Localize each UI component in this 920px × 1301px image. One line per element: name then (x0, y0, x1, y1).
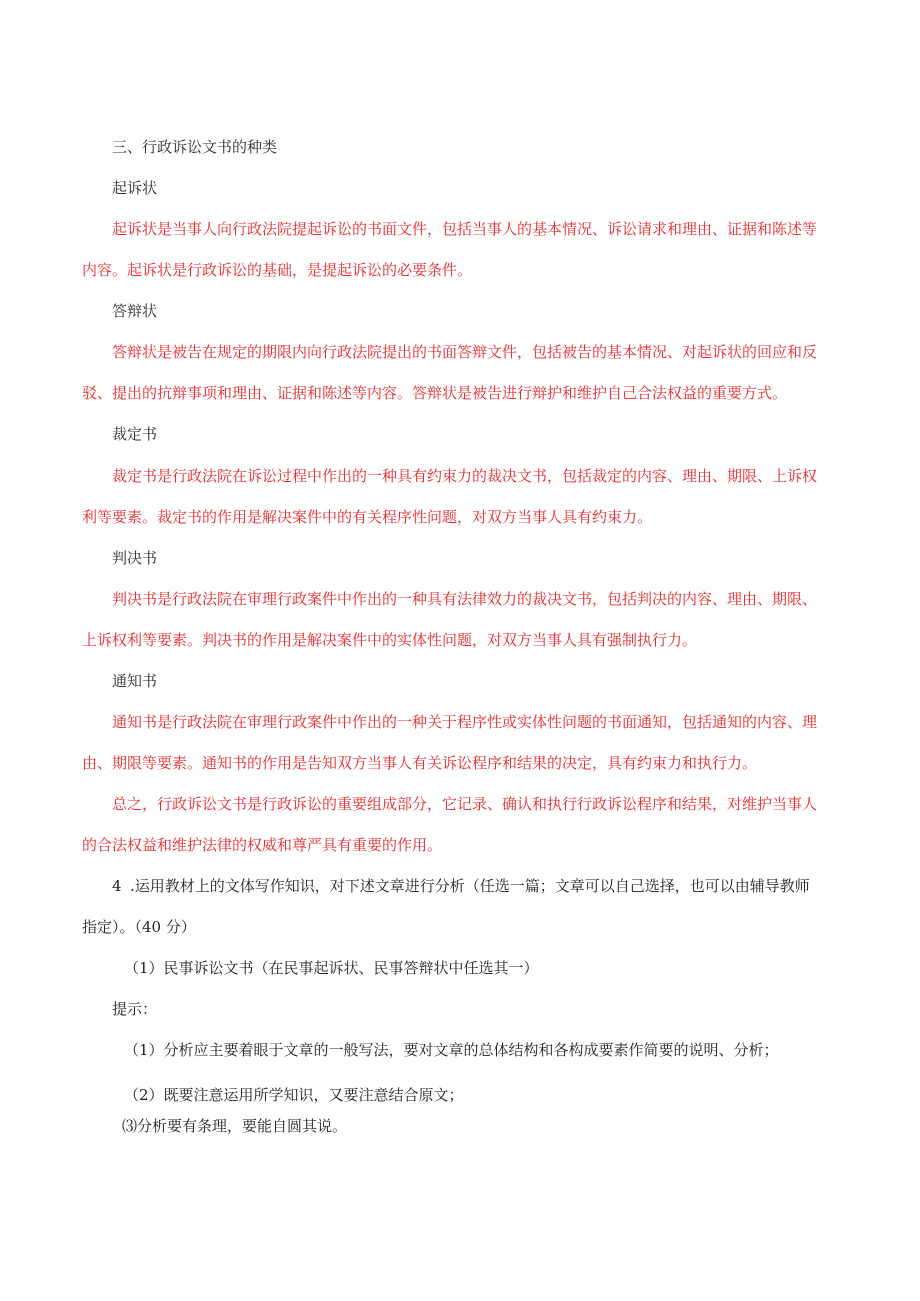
question-line: 指定）。（40 分） (82, 918, 196, 936)
summary-line: 的合法权益和维护法律的权威和尊严具有重要的作用。 (82, 836, 443, 854)
summary-line: 总之，行政诉讼文书是行政诉讼的重要组成部分，它记录、确认和执行行政诉讼程序和结果，对维护当事人 (112, 795, 818, 813)
doc-body-line: 起诉状是当事人向行政法院提起诉讼的书面文件，包括当事人的基本情况、诉讼请求和理由、证据和陈述等 (112, 220, 818, 238)
doc-body-line: 裁定书是行政法院在诉讼过程中作出的一种具有约束力的裁决文书，包括裁定的内容、理由、期限、上诉权 (112, 467, 818, 485)
doc-body-line: 通知书是行政法院在审理行政案件中作出的一种关于程序性或实体性问题的书面通知，包括通知的内容、理 (112, 713, 818, 731)
doc-heading-ruling: 裁定书 (112, 425, 158, 443)
question-number: 4 (112, 877, 122, 895)
question-line: .运用教材上的文体写作知识，对下述文章进行分析（任选一篇；文章可以自己选择，也可以由辅导教师 (130, 877, 810, 895)
doc-heading-defense: 答辩状 (112, 302, 158, 320)
hint-item: ⑶分析要有条理，要能自圆其说。 (122, 1117, 348, 1135)
doc-body-line: 判决书是行政法院在审理行政案件中作出的一种具有法律效力的裁决文书，包括判决的内容、理由、期限、 (112, 590, 818, 608)
doc-heading-judgment: 判决书 (112, 549, 158, 567)
doc-body-line: 内容。起诉状是行政诉讼的基础，是提起诉讼的必要条件。 (82, 261, 473, 279)
hint-item: （1）分析应主要着眼于文章的一般写法，要对文章的总体结构和各构成要素作简要的说明、分析； (124, 1041, 779, 1059)
doc-body-line: 答辩状是被告在规定的期限内向行政法院提出的书面答辩文件，包括被告的基本情况、对起诉状的回应和反 (112, 343, 818, 361)
doc-heading-complaint: 起诉状 (112, 179, 158, 197)
question-option: （1）民事诉讼文书（在民事起诉状、民事答辩状中任选其一） (124, 959, 539, 977)
doc-body-line: 由、期限等要素。通知书的作用是告知双方当事人有关诉讼程序和结果的决定，具有约束力和执行力。 (82, 754, 758, 772)
doc-body-line: 上诉权利等要素。判决书的作用是解决案件中的实体性问题，对双方当事人具有强制执行力。 (82, 631, 698, 649)
section-title: 三、行政诉讼文书的种类 (112, 138, 278, 156)
doc-body-line: 驳、提出的抗辩事项和理由、证据和陈述等内容。答辩状是被告进行辩护和维护自己合法权益的重要方式。 (82, 384, 788, 402)
doc-body-line: 利等要素。裁定书的作用是解决案件中的有关程序性问题，对双方当事人具有约束力。 (82, 508, 653, 526)
doc-heading-notice: 通知书 (112, 672, 158, 690)
hint-item: （2）既要注意运用所学知识，又要注意结合原文； (124, 1086, 464, 1104)
hint-label: 提示： (112, 1000, 158, 1018)
